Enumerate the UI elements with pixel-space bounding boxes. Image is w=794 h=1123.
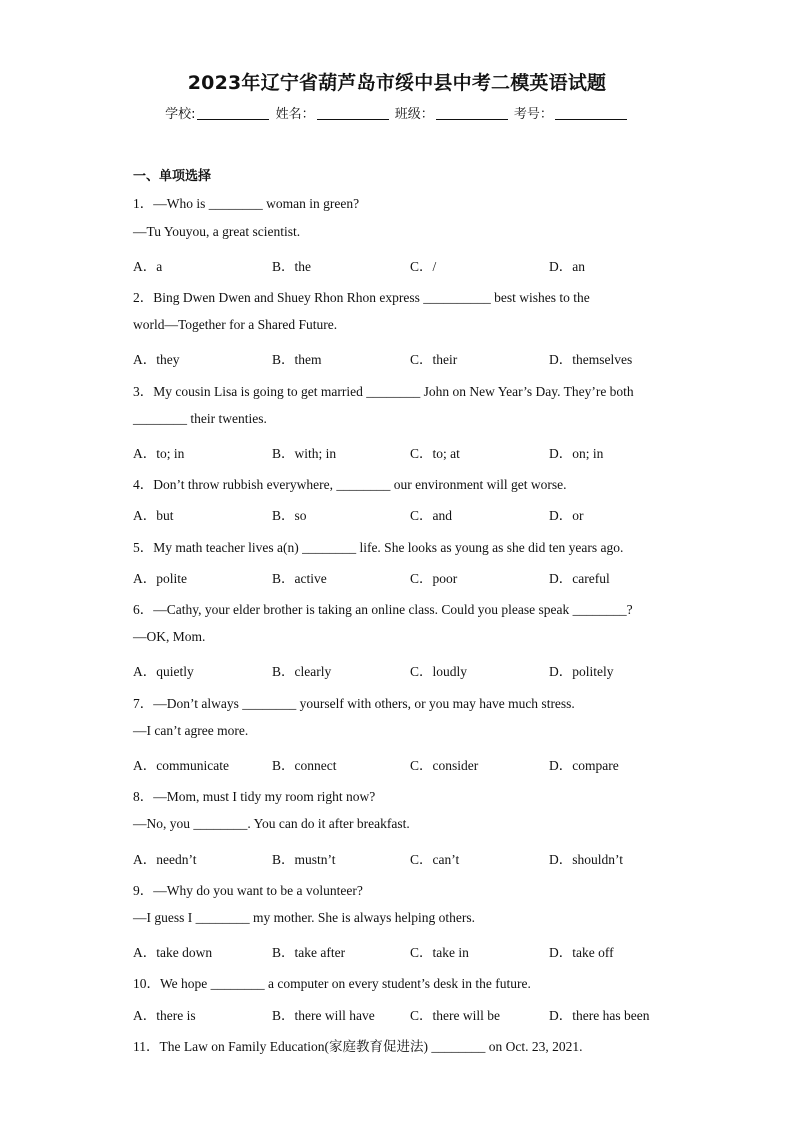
- option-d[interactable]: D．compare: [549, 758, 619, 773]
- question-line: —Tu Youyou, a great scientist.: [133, 224, 301, 239]
- class-label: 班级：: [394, 107, 434, 122]
- option-a[interactable]: A．to; in: [133, 446, 185, 461]
- name-label: 姓名：: [275, 107, 315, 122]
- question-line: 8．—Mom, must I tidy my room right now?: [133, 789, 376, 804]
- option-d[interactable]: D．an: [549, 259, 585, 274]
- option-c[interactable]: C．to; at: [410, 446, 460, 461]
- school-blank[interactable]: [197, 107, 269, 120]
- option-a[interactable]: A．but: [133, 508, 174, 523]
- option-a[interactable]: A．take down: [133, 945, 213, 960]
- option-b[interactable]: B．active: [272, 571, 327, 586]
- option-c[interactable]: C．and: [410, 508, 452, 523]
- option-a[interactable]: A．communicate: [133, 758, 229, 773]
- option-d[interactable]: D．politely: [549, 664, 614, 679]
- option-c[interactable]: C．loudly: [410, 664, 468, 679]
- options-row: [133, 348, 693, 366]
- option-d[interactable]: D．careful: [549, 571, 610, 586]
- option-b[interactable]: B．mustn’t: [272, 852, 336, 867]
- option-c[interactable]: C．poor: [410, 571, 458, 586]
- question-line: 7．—Don’t always ________ yourself with others, or you may have much stress.: [133, 696, 575, 711]
- option-c[interactable]: C．consider: [410, 758, 479, 773]
- exam-number-label: 考号：: [513, 107, 553, 122]
- question-line: 11．The Law on Family Education(家庭教育促进法) ________ on Oct. 23, 2021.: [133, 1039, 583, 1054]
- option-b[interactable]: B．the: [272, 259, 311, 274]
- options-row: [133, 442, 693, 460]
- school-label: 学校:: [165, 107, 196, 122]
- question-line: ________ their twenties.: [133, 411, 267, 426]
- option-d[interactable]: D．themselves: [549, 352, 633, 367]
- option-b[interactable]: B．them: [272, 352, 322, 367]
- option-b[interactable]: B．clearly: [272, 664, 332, 679]
- option-c[interactable]: C．/: [410, 259, 437, 274]
- option-a[interactable]: A．quietly: [133, 664, 194, 679]
- option-d[interactable]: D．or: [549, 508, 584, 523]
- question-line: —No, you ________. You can do it after breakfast.: [133, 816, 410, 831]
- option-b[interactable]: B．connect: [272, 758, 337, 773]
- page-title: 2023年辽宁省葫芦岛市绥中县中考二模英语试题: [187, 72, 607, 94]
- option-d[interactable]: D．on; in: [549, 446, 604, 461]
- question-line: 3．My cousin Lisa is going to get married ________ John on New Year’s Day. They’re both: [133, 384, 634, 399]
- question-line: 2．Bing Dwen Dwen and Shuey Rhon Rhon express __________ best wishes to the: [133, 290, 590, 305]
- option-c[interactable]: C．can’t: [410, 852, 460, 867]
- option-a[interactable]: A．there is: [133, 1008, 196, 1023]
- class-blank[interactable]: [436, 107, 508, 120]
- question-line: 5．My math teacher lives a(n) ________ life. She looks as young as she did ten years ago.: [133, 540, 624, 555]
- option-b[interactable]: B．so: [272, 508, 307, 523]
- options-row: [133, 848, 693, 866]
- option-b[interactable]: B．with; in: [272, 446, 337, 461]
- student-info-row: [0, 103, 794, 122]
- option-d[interactable]: D．there has been: [549, 1008, 650, 1023]
- options-row: [133, 255, 693, 273]
- option-b[interactable]: B．there will have: [272, 1008, 375, 1023]
- question-line: —I can’t agree more.: [133, 723, 249, 738]
- option-c[interactable]: C．their: [410, 352, 458, 367]
- name-blank[interactable]: [317, 107, 389, 120]
- option-a[interactable]: A．a: [133, 259, 163, 274]
- option-c[interactable]: C．take in: [410, 945, 469, 960]
- question-line: 1．—Who is ________ woman in green?: [133, 196, 360, 211]
- question-line: world—Together for a Shared Future.: [133, 317, 338, 332]
- question-line: 6．—Cathy, your elder brother is taking an online class. Could you please speak ________?: [133, 602, 633, 617]
- option-a[interactable]: A．polite: [133, 571, 187, 586]
- options-row: [133, 660, 693, 678]
- option-b[interactable]: B．take after: [272, 945, 346, 960]
- question-line: —I guess I ________ my mother. She is always helping others.: [133, 910, 475, 925]
- options-row: [133, 941, 693, 959]
- option-a[interactable]: A．they: [133, 352, 180, 367]
- option-d[interactable]: D．take off: [549, 945, 614, 960]
- question-line: 4．Don’t throw rubbish everywhere, ________ our environment will get worse.: [133, 477, 567, 492]
- option-a[interactable]: A．needn’t: [133, 852, 197, 867]
- options-row: [133, 504, 693, 522]
- options-row: [133, 567, 693, 585]
- question-line: 10．We hope ________ a computer on every student’s desk in the future.: [133, 976, 531, 991]
- section-heading: 一、单项选择: [133, 169, 212, 184]
- question-line: —OK, Mom.: [133, 629, 206, 644]
- options-row: [133, 1004, 693, 1022]
- option-c[interactable]: C．there will be: [410, 1008, 500, 1023]
- option-d[interactable]: D．shouldn’t: [549, 852, 624, 867]
- exam-number-blank[interactable]: [555, 107, 627, 120]
- options-row: [133, 754, 693, 772]
- question-line: 9．—Why do you want to be a volunteer?: [133, 883, 363, 898]
